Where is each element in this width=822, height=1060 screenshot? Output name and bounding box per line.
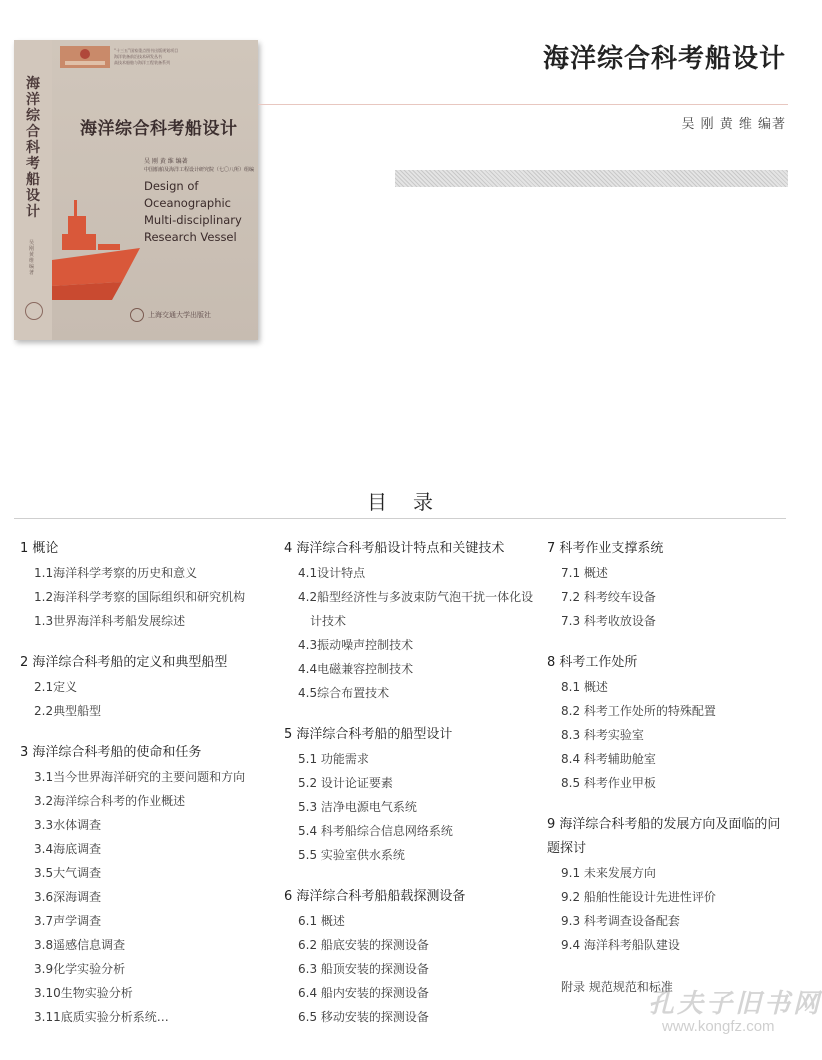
toc-chapter [547, 651, 792, 795]
toc-item: 5.2 设计论证要素 [298, 776, 393, 790]
toc-item: 3.10生物实验分析 [34, 986, 133, 1000]
toc-appendix: 附录 规范规范和标准 [561, 980, 673, 994]
toc-item: 8.3 科考实验室 [561, 728, 644, 742]
series-line: 海洋装备前沿技术研发丛书 [114, 54, 162, 59]
chapter-title: 4 海洋综合科考船设计特点和关键技术 [284, 541, 505, 556]
book-authors: 吴 刚 黄 维 编著 [681, 117, 786, 132]
toc-item: 8.2 科考工作处所的特殊配置 [561, 704, 716, 718]
chapter-title: 3 海洋综合科考船的使命和任务 [20, 745, 202, 760]
toc-heading: 目录 [367, 490, 459, 514]
toc-item: 4.2船型经济性与多波束防气泡干扰一体化设计技术 [298, 590, 534, 628]
toc-item: 9.1 未来发展方向 [561, 866, 656, 880]
book-spine [14, 40, 53, 340]
toc-item: 5.5 实验室供水系统 [298, 848, 405, 862]
toc-item: 1.1海洋科学考察的历史和意义 [34, 566, 198, 580]
toc-item: 9.3 科考调查设备配套 [561, 914, 680, 928]
chapter-title: 8 科考工作处所 [547, 655, 638, 670]
toc-column-2 [284, 537, 542, 1047]
toc-item: 6.1 概述 [298, 914, 345, 928]
chapter-title: 5 海洋综合科考船的船型设计 [284, 727, 453, 742]
toc-item: 2.1定义 [34, 680, 78, 694]
toc-item: 2.2典型船型 [34, 704, 102, 718]
chapter-title: 9 海洋综合科考船的发展方向及面临的问题探讨 [547, 817, 781, 856]
toc-item: 6.5 移动安装的探测设备 [298, 1010, 429, 1024]
toc-item: 3.6深海调查 [34, 890, 102, 904]
toc-item: 3.8遥感信息调查 [34, 938, 126, 952]
book-cover-image [14, 40, 258, 340]
chapter-title: 1 概论 [20, 541, 59, 556]
toc-chapter [20, 537, 280, 633]
toc-column-3 [547, 537, 792, 999]
research-ship-icon [52, 190, 142, 300]
toc-item: 7.2 科考绞车设备 [561, 590, 656, 604]
spine-authors: 吴刚黄维编著 [29, 240, 35, 276]
toc-item: 4.3振动噪声控制技术 [298, 638, 414, 652]
cover-english-title: Design of Oceanographic Multi-disciplinary Research Vessel [144, 179, 242, 244]
toc-item: 1.2海洋科学考察的国际组织和研究机构 [34, 590, 246, 604]
cover-authors: 吴 刚 黄 维 编著 [144, 158, 188, 165]
series-line: “十三五”国家重点图书出版规划项目 [114, 48, 179, 53]
series-logo-icon [60, 46, 110, 68]
toc-item: 5.4 科考船综合信息网络系统 [298, 824, 453, 838]
toc-chapter [20, 741, 280, 1029]
toc-item: 7.3 科考收放设备 [561, 614, 656, 628]
watermark-url: www.kongfz.com [662, 1018, 775, 1035]
chapter-title: 2 海洋综合科考船的定义和典型船型 [20, 655, 228, 670]
toc-item: 3.7声学调查 [34, 914, 102, 928]
toc-item: 9.4 海洋科考船队建设 [561, 938, 680, 952]
toc-item: 3.1当今世界海洋研究的主要问题和方向 [34, 770, 246, 784]
toc-chapter [547, 537, 792, 633]
toc-item: 4.5综合布置技术 [298, 686, 390, 700]
series-info [114, 48, 254, 66]
cover-institute: 中国船舶及海洋工程设计研究院（七〇八所）组编 [144, 167, 255, 173]
publisher-logo-icon [130, 308, 144, 322]
header-divider [258, 104, 788, 105]
toc-item: 5.1 功能需求 [298, 752, 369, 766]
toc-item: 3.5大气调查 [34, 866, 102, 880]
toc-item: 3.9化学实验分析 [34, 962, 126, 976]
toc-item: 6.2 船底安装的探测设备 [298, 938, 429, 952]
toc-chapter [284, 537, 542, 705]
toc-item: 7.1 概述 [561, 566, 608, 580]
toc-chapter [547, 813, 792, 957]
toc-item: 8.1 概述 [561, 680, 608, 694]
chapter-title: 6 海洋综合科考船船载探测设备 [284, 889, 466, 904]
toc-item: 8.5 科考作业甲板 [561, 776, 656, 790]
toc-item: 6.4 船内安装的探测设备 [298, 986, 429, 1000]
toc-item: 6.3 船顶安装的探测设备 [298, 962, 429, 976]
spine-title: 海洋综合科考船设计 [26, 76, 40, 220]
toc-divider [14, 518, 786, 519]
toc-chapter [20, 651, 280, 723]
chapter-title: 7 科考作业支撑系统 [547, 541, 664, 556]
toc-item: 3.3水体调查 [34, 818, 102, 832]
toc-column-1 [20, 537, 280, 1047]
cover-title: 海洋综合科考船设计 [80, 119, 238, 139]
book-front [52, 40, 258, 340]
page-title: 海洋综合科考船设计 [542, 44, 786, 74]
toc-item: 4.1设计特点 [298, 566, 366, 580]
toc-item: 1.3世界海洋科考船发展综述 [34, 614, 186, 628]
series-line: 高技术船舶与海洋工程装备系列 [114, 60, 170, 65]
toc-item: 3.2海洋综合科考的作业概述 [34, 794, 186, 808]
decorative-stripe [395, 170, 788, 187]
toc-item: 3.4海底调查 [34, 842, 102, 856]
watermark-text: 孔夫子旧书网 [648, 989, 822, 1019]
toc-item: 3.11底质实验分析系统… [34, 1010, 169, 1024]
toc-item: 9.2 船舶性能设计先进性评价 [561, 890, 716, 904]
toc-item: 5.3 洁净电源电气系统 [298, 800, 417, 814]
spine-publisher-logo-icon [25, 302, 43, 320]
toc-item: 4.4电磁兼容控制技术 [298, 662, 414, 676]
toc-chapter [284, 723, 542, 867]
toc-chapter [284, 885, 542, 1029]
toc-item: 8.4 科考辅助舱室 [561, 752, 656, 766]
cover-publisher: 上海交通大学出版社 [148, 311, 211, 319]
